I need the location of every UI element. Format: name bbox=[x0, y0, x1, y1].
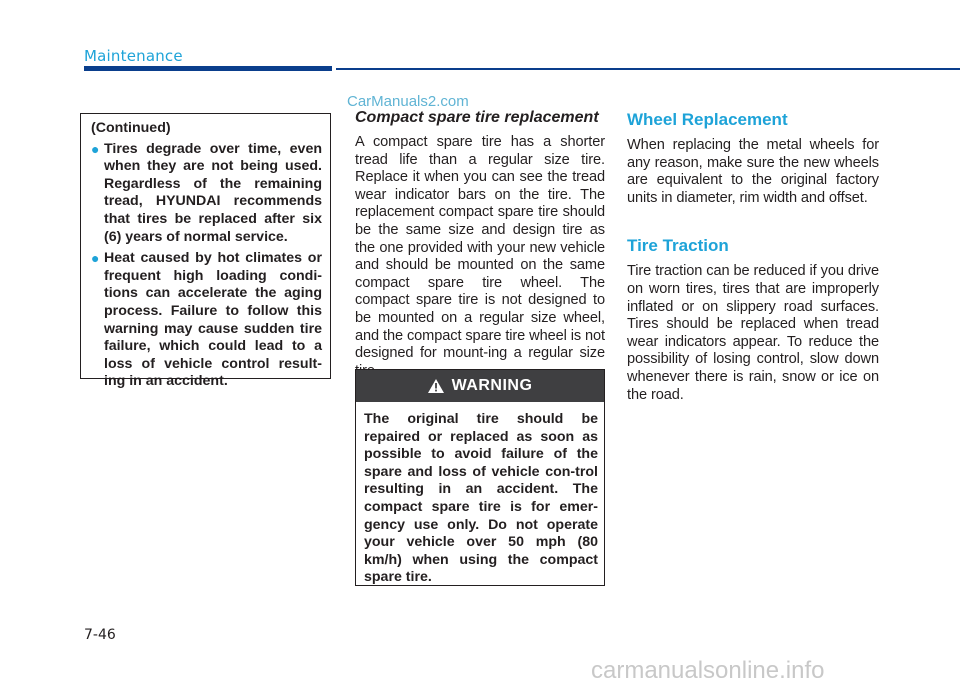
right-column bbox=[627, 109, 879, 404]
wheel-replacement-body: When replacing the metal wheels for any reason, make sure the new wheels are equivalent to the original factory units in diameter, rim width and offset. bbox=[627, 137, 879, 206]
warning-box bbox=[355, 369, 605, 586]
warning-header bbox=[356, 370, 604, 402]
watermark-top: CarManuals2.com bbox=[347, 93, 469, 110]
watermark-bottom: carmanualsonline.info bbox=[591, 657, 825, 684]
compact-spare-heading: Compact spare tire replacement bbox=[355, 109, 599, 126]
caution-list bbox=[91, 141, 322, 391]
bullet-text: Tires degrade over time, even when they are not being used. Regardless of the remaining tread, HYUNDAI recommends that tires be replaced after six (6) years of normal service. bbox=[104, 140, 322, 245]
tire-traction-body: Tire traction can be reduced if you drive on worn tires, tires that are improperly inflated or on slippery road surfaces. Tires should be replaced when tread wear indicators appear. To reduce the possibility of losing control, slow down whenever there is rain, snow or ice on the road. bbox=[627, 263, 879, 403]
bullet-icon: ● bbox=[91, 140, 100, 157]
bullet-icon: ● bbox=[91, 250, 100, 267]
list-item bbox=[91, 250, 322, 391]
warning-body: The original tire should be repaired or replaced as soon as possible to avoid failure of the spare and loss of vehicle con-trol resulting in an accident. The compact spare tire is for emer-gency use only. Do not operate your vehicle over 50 mph (80 km/h) when using the compact spare tire. bbox=[364, 411, 598, 586]
section-title: Maintenance bbox=[84, 47, 183, 65]
continued-label: (Continued) bbox=[91, 120, 171, 136]
warning-label: WARNING bbox=[451, 377, 533, 394]
warning-triangle-icon bbox=[428, 379, 444, 393]
caution-box bbox=[80, 113, 331, 390]
header-rule-thin bbox=[336, 68, 960, 70]
list-item bbox=[91, 141, 322, 247]
page-number: 7-46 bbox=[84, 627, 116, 643]
tire-traction-heading: Tire Traction bbox=[627, 236, 729, 256]
wheel-replacement-heading: Wheel Replacement bbox=[627, 110, 788, 129]
bullet-text: Heat caused by hot climates or frequent high loading condi-tions can accelerate the aging process. Failure to follow this warning may cause sudden tire failure, which could lead to a loss of vehicle control result-ing in an accident. bbox=[104, 250, 322, 390]
compact-spare-section bbox=[355, 108, 605, 380]
compact-spare-body: A compact spare tire has a shorter tread life than a regular size tire. Replace it when you can see the tread wear indicator bars on the tire. The replacement compact spare tire should be the same size and design tire as the one provided with your new vehicle and should be mounted on the same compact spare tire wheel. The compact spare tire is not designed to be mounted on a regular size wheel, and the compact spare tire wheel is not designed for mount-ing a regular size bbox=[355, 134, 606, 362]
header-rule-thick bbox=[84, 66, 332, 71]
